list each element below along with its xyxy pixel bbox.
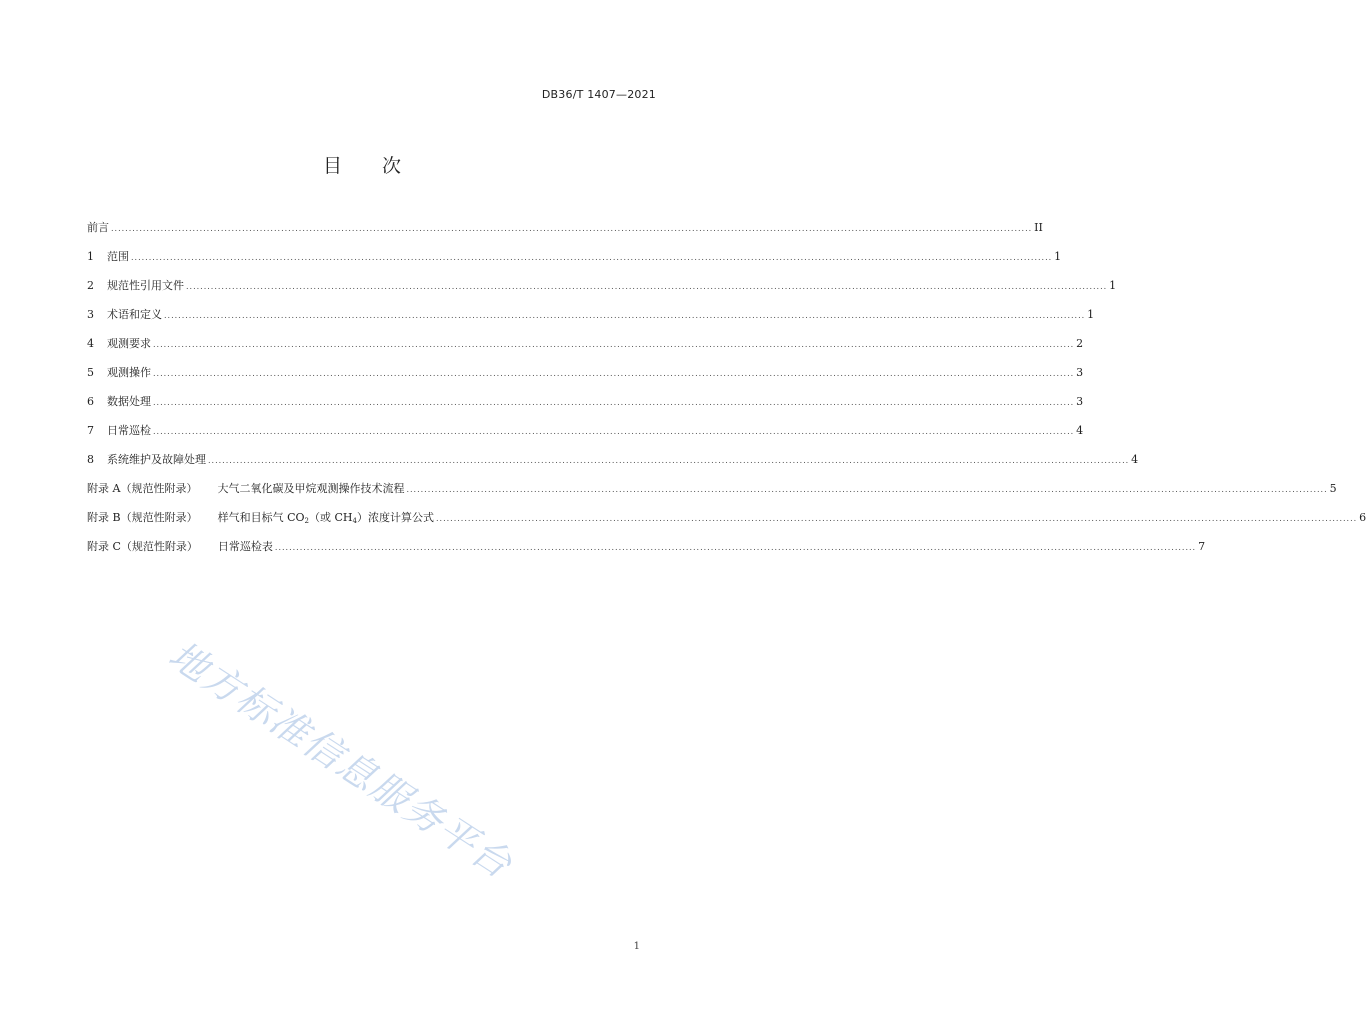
- toc-label: 观测操作: [107, 366, 151, 379]
- title-char-2: 次: [382, 155, 402, 177]
- toc-page: 7: [1198, 540, 1206, 553]
- toc-page: 4: [1131, 453, 1139, 466]
- dot-leader: ....................................................................................................................................................................................................................................................................: [111, 224, 1033, 233]
- toc-entry-annex-c[interactable]: [87, 537, 1206, 566]
- toc-label: 系统维护及故障处理: [107, 453, 206, 466]
- dot-leader: ....................................................................................................................................................................................................................................................................: [153, 369, 1075, 378]
- toc-page: 1: [1054, 250, 1062, 263]
- annex-title: 日常巡检表: [217, 540, 273, 553]
- annex-title: 大气二氧化碳及甲烷观测操作技术流程: [217, 482, 405, 495]
- annex-title-part: 样气和目标气 CO: [217, 511, 305, 524]
- title-char-1: 目: [322, 155, 342, 177]
- toc-number: 3: [87, 308, 94, 321]
- annex-prefix: 附录 A（规范性附录）: [87, 482, 198, 495]
- annex-prefix: 附录 B（规范性附录）: [87, 511, 198, 524]
- annex-prefix: 附录 C（规范性附录）: [87, 540, 198, 553]
- toc-label: 观测要求: [107, 337, 151, 350]
- toc-entry-7[interactable]: [87, 421, 1084, 450]
- toc-number: 5: [87, 366, 94, 379]
- toc-page: 3: [1076, 395, 1084, 408]
- toc-number: 7: [87, 424, 94, 437]
- page-title: [0, 151, 724, 178]
- annex-title-part: ）浓度计算公式: [356, 511, 434, 524]
- dot-leader: ....................................................................................................................................................................................................................................................................: [153, 427, 1075, 436]
- dot-leader: ....................................................................................................................................................................................................................................................................: [131, 253, 1053, 262]
- toc-entry-3[interactable]: [87, 305, 1095, 334]
- table-of-contents: [87, 218, 1366, 566]
- toc-label: 数据处理: [107, 395, 151, 408]
- subscript: 2: [304, 517, 309, 525]
- toc-page: 1: [1087, 308, 1095, 321]
- page-number: 1: [633, 941, 640, 952]
- dot-leader: ....................................................................................................................................................................................................................................................................: [406, 485, 1328, 494]
- dot-leader: ....................................................................................................................................................................................................................................................................: [164, 311, 1086, 320]
- toc-number: 1: [87, 250, 94, 263]
- standard-code: DB36/T 1407—2021: [541, 88, 656, 101]
- dot-leader: ....................................................................................................................................................................................................................................................................: [274, 543, 1197, 552]
- toc-number: 2: [87, 279, 94, 292]
- toc-entry-1[interactable]: [87, 247, 1062, 276]
- toc-label: 日常巡检: [107, 424, 151, 437]
- toc-number: 8: [87, 453, 94, 466]
- toc-page: II: [1034, 221, 1043, 234]
- toc-entry-annex-b[interactable]: [87, 508, 1366, 537]
- toc-entry-preface[interactable]: [87, 218, 1043, 247]
- watermark: 地方标准信息服务平台: [161, 632, 521, 888]
- toc-entry-5[interactable]: [87, 363, 1084, 392]
- toc-label: 前言: [87, 221, 109, 234]
- dot-leader: ....................................................................................................................................................................................................................................................................: [435, 514, 1358, 523]
- dot-leader: ....................................................................................................................................................................................................................................................................: [186, 282, 1108, 291]
- toc-page: 4: [1076, 424, 1084, 437]
- toc-entry-4[interactable]: [87, 334, 1084, 363]
- toc-label: 术语和定义: [107, 308, 162, 321]
- annex-title-part: （或 CH: [309, 511, 353, 524]
- toc-page: 5: [1329, 482, 1337, 495]
- toc-label: 规范性引用文件: [107, 279, 184, 292]
- toc-number: 4: [87, 337, 94, 350]
- toc-entry-annex-a[interactable]: [87, 479, 1337, 508]
- toc-page: 6: [1359, 511, 1366, 524]
- toc-entry-6[interactable]: [87, 392, 1084, 421]
- toc-number: 6: [87, 395, 94, 408]
- toc-entry-2[interactable]: [87, 276, 1117, 305]
- toc-entry-8[interactable]: [87, 450, 1139, 479]
- dot-leader: ....................................................................................................................................................................................................................................................................: [208, 456, 1130, 465]
- subscript: 4: [352, 517, 357, 525]
- toc-label: 范围: [107, 250, 129, 263]
- toc-page: 2: [1076, 337, 1084, 350]
- dot-leader: ....................................................................................................................................................................................................................................................................: [153, 398, 1075, 407]
- dot-leader: ....................................................................................................................................................................................................................................................................: [153, 340, 1075, 349]
- toc-page: 1: [1109, 279, 1117, 292]
- toc-page: 3: [1076, 366, 1084, 379]
